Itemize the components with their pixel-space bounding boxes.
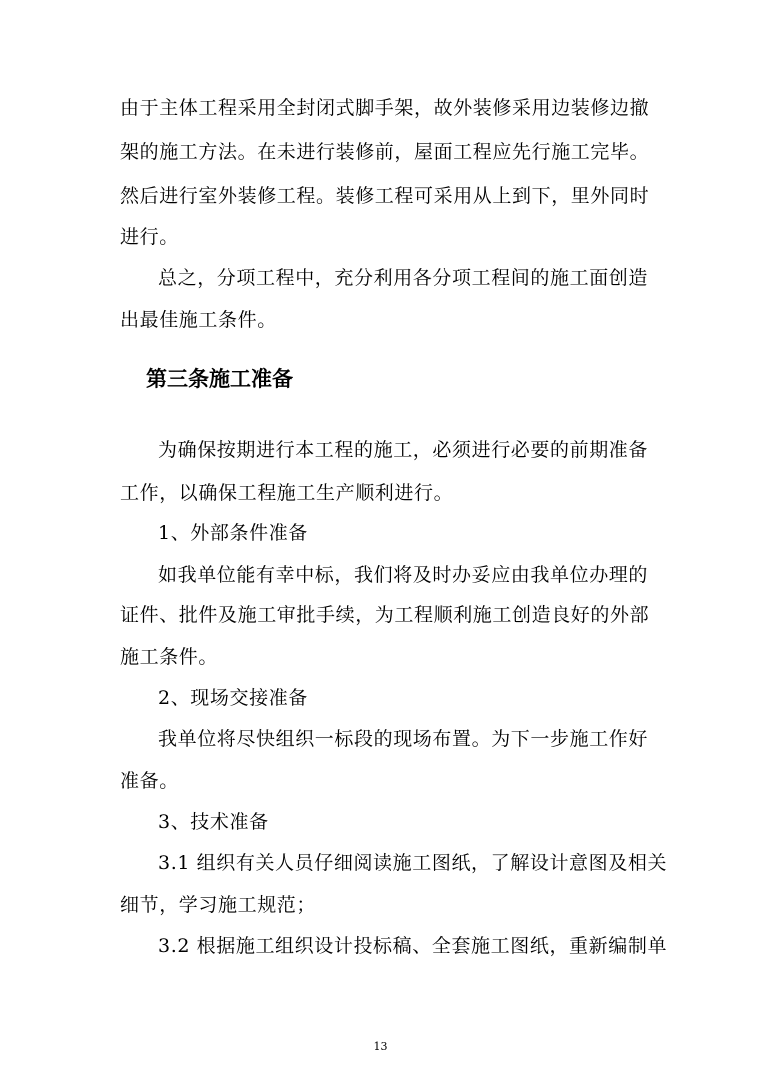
paragraph-line: 架的施工方法。在未进行装修前，屋面工程应先行施工完毕。 — [120, 141, 650, 163]
paragraph-line: 准备。 — [120, 770, 179, 792]
list-item-heading: 2、现场交接准备 — [158, 687, 308, 709]
paragraph-line: 3.2 根据施工组织设计投标稿、全套施工图纸，重新编制单 — [158, 935, 668, 957]
paragraph-line: 由于主体工程采用全封闭式脚手架，故外装修采用边装修边撤 — [120, 97, 650, 119]
paragraph-line: 细节，学习施工规范； — [120, 894, 317, 916]
paragraph-line: 3.1 组织有关人员仔细阅读施工图纸，了解设计意图及相关 — [158, 852, 668, 874]
paragraph-line: 出最佳施工条件。 — [120, 309, 277, 331]
section-heading: 第三条施工准备 — [146, 367, 293, 391]
page-number: 13 — [373, 1040, 388, 1053]
paragraph-line: 工作，以确保工程施工生产顺利进行。 — [120, 482, 454, 504]
paragraph-line: 我单位将尽快组织一标段的现场布置。为下一步施工作好 — [158, 728, 649, 750]
paragraph-line: 进行。 — [120, 226, 179, 248]
paragraph-line: 为确保按期进行本工程的施工，必须进行必要的前期准备 — [158, 439, 649, 461]
paragraph-line: 如我单位能有幸中标，我们将及时办妥应由我单位办理的 — [158, 564, 649, 586]
paragraph-line: 总之，分项工程中，充分利用各分项工程间的施工面创造 — [158, 267, 649, 289]
list-item-heading: 3、技术准备 — [158, 811, 269, 833]
paragraph-line: 然后进行室外装修工程。装修工程可采用从上到下，里外同时 — [120, 185, 650, 207]
paragraph-line: 证件、批件及施工审批手续，为工程顺利施工创造良好的外部 — [120, 604, 650, 626]
paragraph-line: 施工条件。 — [120, 646, 219, 668]
list-item-heading: 1、外部条件准备 — [158, 522, 308, 544]
